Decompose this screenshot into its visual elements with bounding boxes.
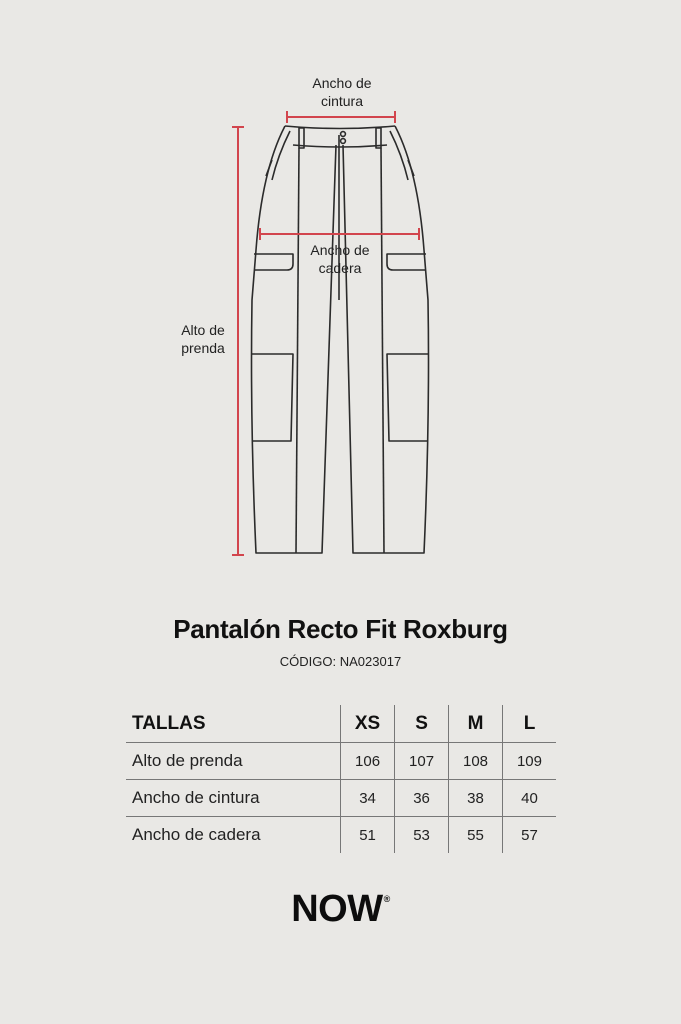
size-table (126, 705, 556, 853)
waist-label-line-1: Ancho de (312, 75, 372, 91)
table-row (126, 780, 556, 817)
row-label: Ancho de cadera (132, 825, 261, 844)
length-label-line-1: Alto de (181, 322, 225, 338)
cell: 57 (502, 817, 556, 854)
cell: 106 (341, 743, 395, 780)
cell: 53 (395, 817, 449, 854)
table-row (126, 817, 556, 854)
cell: 34 (341, 780, 395, 817)
cell: 36 (395, 780, 449, 817)
table-row (126, 743, 556, 780)
sizes-header-label: TALLAS (126, 705, 341, 743)
cell: 51 (341, 817, 395, 854)
waist-label-line-2: cintura (320, 93, 364, 109)
length-label-line-2: prenda (181, 340, 225, 356)
pants-outline (252, 126, 429, 553)
cell: 40 (502, 780, 556, 817)
row-label: Alto de prenda (126, 743, 341, 780)
product-code: CÓDIGO: NA023017 (279, 654, 402, 669)
size-m: M (449, 705, 503, 743)
brand-logo (0, 888, 681, 931)
product-title: Pantalón Recto Fit Roxburg (173, 614, 508, 644)
cell: 109 (502, 743, 556, 780)
cell: 108 (449, 743, 503, 780)
size-table-header (126, 705, 556, 743)
brand-name: NOW (291, 888, 383, 930)
registered-mark: ® (383, 894, 390, 904)
garment-length-label (168, 321, 238, 357)
hip-width-label (288, 241, 392, 277)
cell: 55 (449, 817, 503, 854)
row-label: Ancho de cintura (126, 780, 341, 817)
size-s: S (395, 705, 449, 743)
hip-label-line-2: cadera (318, 260, 362, 276)
cell: 38 (449, 780, 503, 817)
measure-lines (232, 111, 419, 555)
size-l: L (502, 705, 556, 743)
waist-width-label (290, 74, 394, 110)
hip-label-line-1: Ancho de (310, 242, 370, 258)
cell: 107 (395, 743, 449, 780)
size-xs: XS (341, 705, 395, 743)
